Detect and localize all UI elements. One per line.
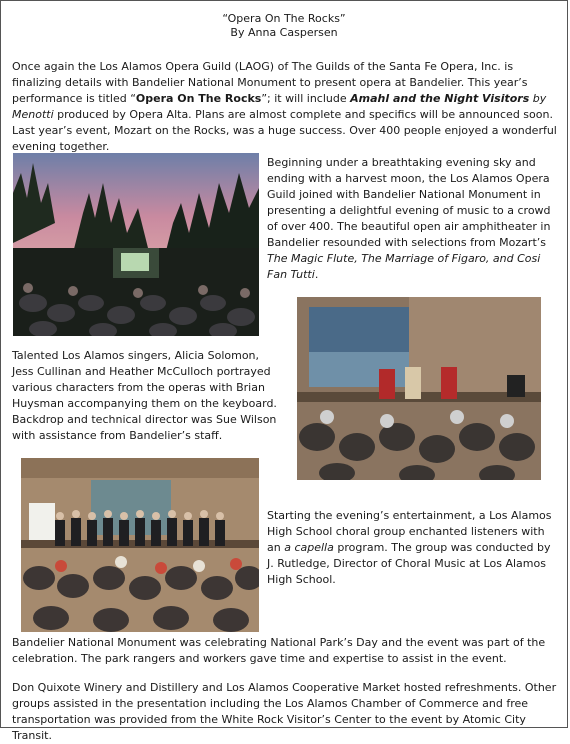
singers-paragraph: Talented Los Alamos singers, Alicia Solomon, Jess Cullinan and Heather McCulloch portrayed various characters from the operas with Brian Huysman accompanying them on the keyboard. Backdrop and technical director was Sue Wilson with assistance from Bandelier’s staff. — [12, 349, 277, 442]
choir-paragraph: Starting the evening’s entertainment, a Los Alamos High School choral group enchanted listeners with an a capella program. The group was conducted by J. Rutledge, Director of Choral Music at Los Alamos High School. — [267, 509, 552, 586]
singers-photo — [297, 297, 541, 480]
a-capella-text: a capella — [284, 541, 334, 554]
mozart-operas: The Magic Flute, The Marriage of Figaro, and Cosi Fan Tutti — [267, 252, 541, 281]
opera-title: Amahl and the Night Visitors — [350, 92, 530, 105]
article-heading — [1, 12, 567, 40]
park-day-paragraph: Bandelier National Monument was celebrating National Park’s Day and the event was part of the celebration. The park rangers and workers gave time and expertise to assist in the event. — [12, 636, 546, 665]
article-byline: By Anna Caspersen — [230, 26, 338, 39]
harvest-moon-paragraph: Beginning under a breathtaking evening sky and ending with a harvest moon, the Los Alamos Opera Guild joined with Bandelier National Monument in presenting a delightful evening of music to a crowd of over 400. The beautiful open air amphitheater in Bandelier resounded with selections from Mozart’s The Magic Flute, The Marriage of Figaro, and Cosi Fan Tutti. — [267, 156, 551, 281]
amphitheater-photo — [13, 153, 259, 336]
intro-paragraph: Once again the Los Alamos Opera Guild (LAOG) of The Guilds of the Santa Fe Opera, Inc. is finalizing details with Bandelier National Monument to present opera at Bandelier. This year’s performance is titled “Opera On The Rocks”; it will include Amahl and the Night Visitors by Menotti produced by Opera Alta. Plans are almost complete and specifics will be announced soon. Last year’s event, Mozart on the Rocks, was a huge success. Over 400 people enjoyed a wonderful evening together. — [12, 60, 557, 153]
refreshments-paragraph: Don Quixote Winery and Distillery and Los Alamos Cooperative Market hosted refreshments. Other groups assisted in the presentation including the Los Alamos Chamber of Commerce and free transportation was provided from the White Rock Visitor’s Center to the event by Atomic City Transit. — [12, 681, 557, 742]
article-title: “Opera On The Rocks” — [222, 12, 346, 25]
choir-photo — [21, 458, 259, 632]
show-title: Opera On The Rocks — [135, 92, 262, 105]
